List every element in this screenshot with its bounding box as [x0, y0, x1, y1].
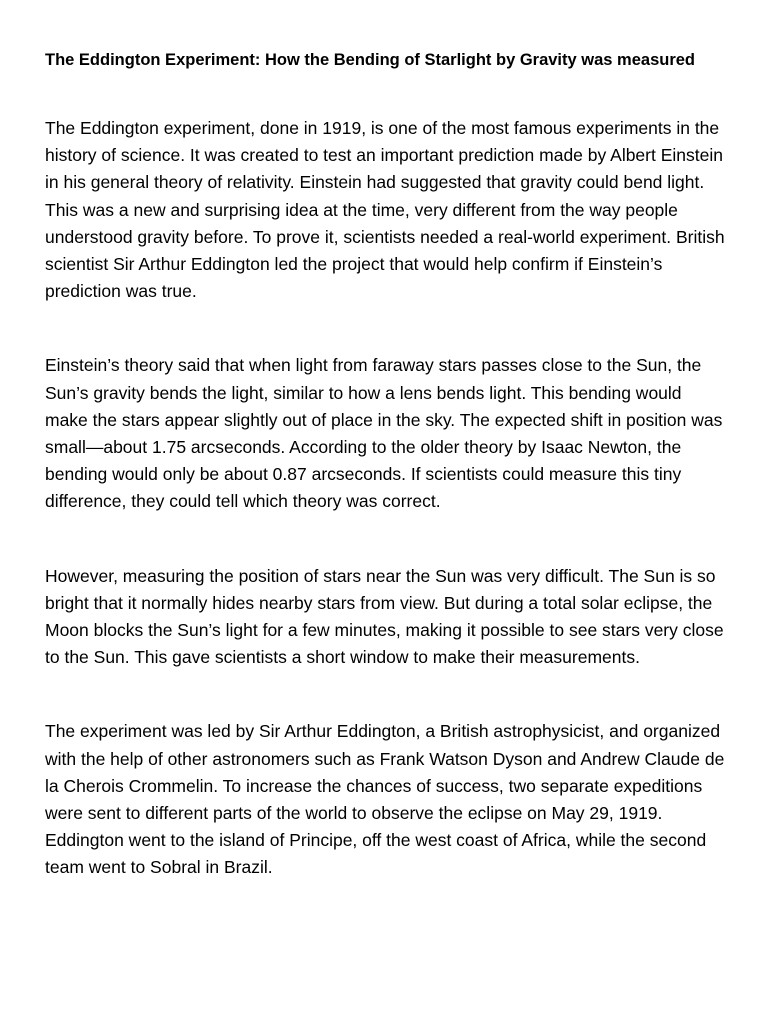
document-title: The Eddington Experiment: How the Bending of Starlight by Gravity was measured: [45, 51, 696, 69]
paragraph-intro: The Eddington experiment, done in 1919, is one of the most famous experiments in the history of science. It was created to test an important prediction made by Albert Einstein in his general theory of relativity. Einstein had suggested that gravity could bend light. This was a new and surprising idea at the time, very different from the way people understood gravity before. To prove it, scientists needed a real-world experiment. British scientist Sir Arthur Eddington led the project that would help confirm if Einstein’s prediction was true.: [45, 118, 725, 302]
paragraph-theory: Einstein’s theory said that when light from faraway stars passes close to the Sun, the Sun’s gravity bends the light, similar to how a lens bends light. This bending would make the stars appear slightly out of place in the sky. The expected shift in position was small—about 1.75 arcseconds. According to the older theory by Isaac Newton, the bending would only be about 0.87 arcseconds. If scientists could measure this tiny difference, they could tell which theory was correct.: [45, 355, 723, 512]
document-page: [45, 47, 725, 929]
paragraph-expeditions: The experiment was led by Sir Arthur Eddington, a British astrophysicist, and organized with the help of other astronomers such as Frank Watson Dyson and Andrew Claude de la Cherois Crommelin. To increase the chances of success, two separate expeditions were sent to different parts of the world to observe the eclipse on May 29, 1919. Eddington went to the island of Principe, off the west coast of Africa, while the second team went to Sobral in Brazil.: [45, 721, 725, 878]
paragraph-eclipse: However, measuring the position of stars near the Sun was very difficult. The Sun is so bright that it normally hides nearby stars from view. But during a total solar eclipse, the Moon blocks the Sun’s light for a few minutes, making it possible to see stars very close to the Sun. This gave scientists a short window to make their measurements.: [45, 565, 724, 668]
